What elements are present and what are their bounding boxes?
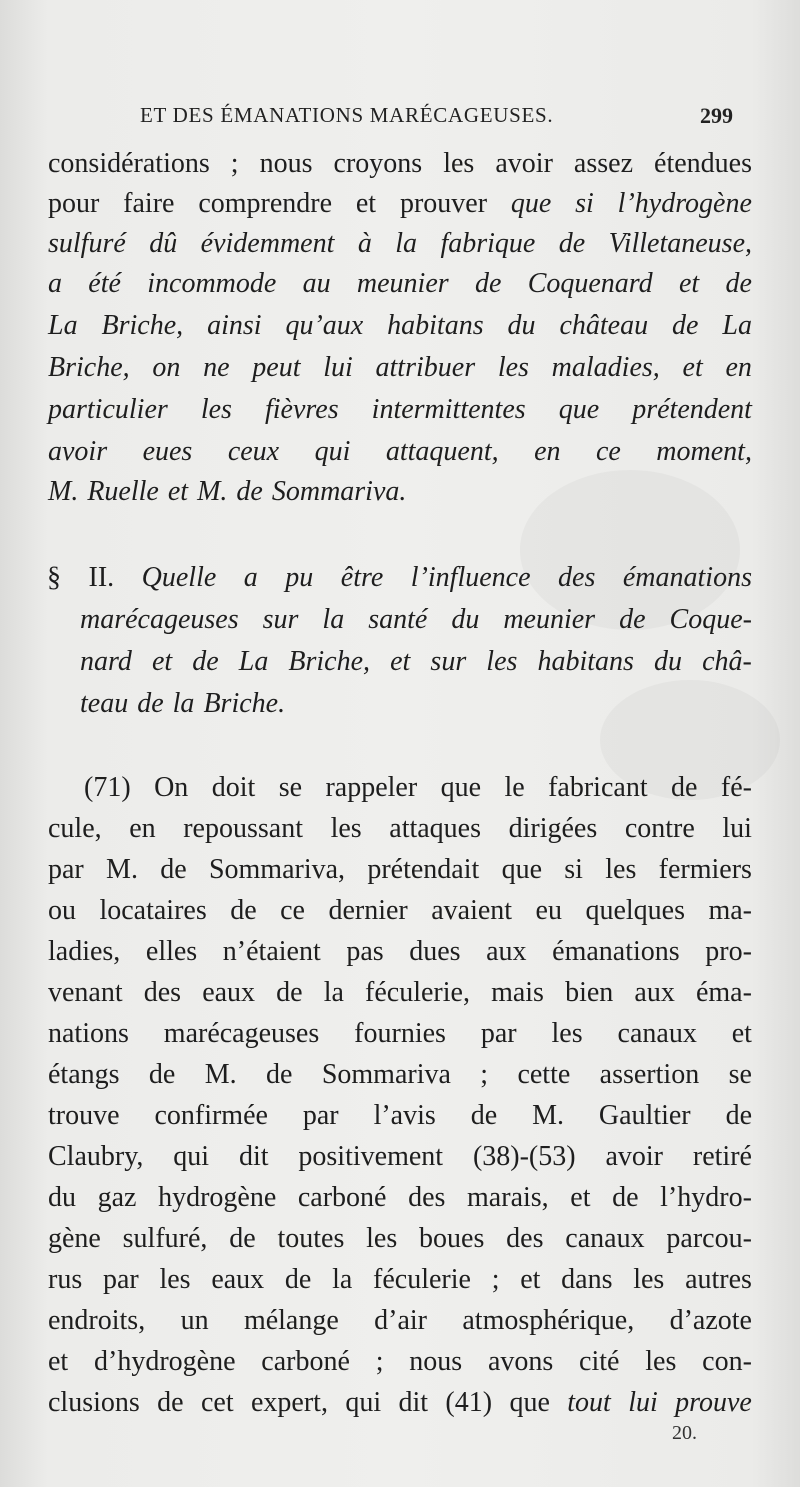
text-line (0, 562, 800, 602)
text-word: et (390, 646, 411, 677)
text-word: aux (486, 936, 527, 967)
text-word: lui (628, 1387, 658, 1418)
text-word: eaux (202, 977, 256, 1008)
text-word: et (48, 1346, 69, 1377)
text-word: été (88, 268, 121, 299)
text-word: les (497, 352, 529, 383)
text-word: d’hydrogène (94, 1346, 236, 1377)
text-word: attribuer (375, 352, 476, 383)
text-word: Quelle (141, 562, 217, 593)
text-word: des (408, 1182, 446, 1213)
text-word: avoir (495, 148, 553, 179)
text-word: cette (517, 1059, 571, 1090)
text-word: par (48, 854, 84, 885)
text-word: M. (48, 476, 79, 507)
text-word: (71) (84, 772, 131, 803)
text-word: se (278, 772, 303, 803)
text-word: les (330, 813, 362, 844)
text-line (0, 268, 800, 308)
text-word: dit (398, 1387, 429, 1418)
text-word: fermiers (658, 854, 752, 885)
text-word: de (671, 772, 698, 803)
text-word: les (159, 1264, 191, 1295)
text-word: fournies (354, 1018, 446, 1049)
text-word: carboné (297, 1182, 387, 1213)
text-word: confirmée (154, 1100, 268, 1131)
text-word: de (192, 646, 219, 677)
text-line (0, 352, 800, 392)
text-word: la (172, 688, 195, 719)
text-word: maladies, (551, 352, 660, 383)
text-line (0, 1387, 800, 1427)
text-word: Briche. (203, 688, 286, 719)
text-word: et (570, 1182, 591, 1213)
text-word: ou (48, 895, 76, 926)
text-line (0, 1182, 800, 1222)
text-word: de (160, 854, 187, 885)
text-word: marécageuses (80, 604, 239, 635)
text-word: prétendent (632, 394, 752, 425)
text-word: que (501, 854, 542, 885)
text-word: la (323, 977, 344, 1008)
text-line (0, 936, 800, 976)
text-word: ce (280, 895, 305, 926)
text-word: cet (200, 1387, 234, 1418)
text-word: elles (145, 936, 198, 967)
text-word: fabrique (440, 228, 536, 259)
text-word: contre (624, 813, 695, 844)
text-word: de (619, 604, 646, 635)
text-word: les (551, 1018, 583, 1049)
text-word: peut (252, 352, 301, 383)
text-word: par (480, 1018, 517, 1049)
text-word: lui (722, 813, 752, 844)
text-word: de (148, 1059, 176, 1090)
text-word: de (672, 310, 699, 341)
text-word: habitans (537, 646, 634, 677)
text-line (0, 1346, 800, 1386)
text-word: canaux (617, 1018, 697, 1049)
text-word: dirigées (508, 813, 598, 844)
text-word: les (443, 148, 475, 179)
text-word: pas (346, 936, 384, 967)
text-word: eues (142, 436, 193, 467)
text-line (0, 646, 800, 686)
text-word: château (559, 310, 649, 341)
text-word: Briche, (48, 352, 130, 383)
text-word: la (322, 604, 345, 635)
text-line (0, 1305, 800, 1345)
text-word: assez (573, 148, 633, 179)
text-word: les (366, 1223, 398, 1254)
text-word: qui (345, 1387, 382, 1418)
text-word: si (575, 188, 594, 219)
text-word: canaux (565, 1223, 645, 1254)
text-word: nous (409, 1346, 463, 1377)
text-word: cité (579, 1346, 620, 1377)
text-word: la (395, 228, 418, 259)
text-word: Villetaneuse, (608, 228, 752, 259)
text-word: La (48, 310, 78, 341)
text-word: de (157, 1387, 184, 1418)
text-word: attaques (389, 813, 482, 844)
text-word: ne (203, 352, 230, 383)
text-word: on (152, 352, 181, 383)
text-word: a (243, 562, 258, 593)
text-line (0, 1223, 800, 1263)
text-word: que (509, 1387, 550, 1418)
text-word: dû (149, 228, 178, 259)
text-word: les (486, 646, 518, 677)
text-word: avons (487, 1346, 554, 1377)
text-word: si (564, 854, 583, 885)
text-line (0, 394, 800, 434)
text-word: Coque- (669, 604, 752, 635)
text-word: d’azote (669, 1305, 752, 1336)
text-word: émanations (622, 562, 752, 593)
text-word: et (167, 476, 189, 507)
text-word: pro- (705, 936, 752, 967)
text-word: aux (634, 977, 675, 1008)
text-word: féculerie, (365, 977, 470, 1008)
text-word: sulfuré (48, 228, 126, 259)
text-word: attaquent, (385, 436, 499, 467)
text-line (0, 148, 800, 188)
text-word: autres (685, 1264, 752, 1295)
text-line (0, 1100, 800, 1140)
text-word: par (302, 1100, 339, 1131)
text-word: de (276, 977, 303, 1008)
text-line (0, 1018, 800, 1058)
text-word: sur (262, 604, 299, 635)
text-word: On (154, 772, 189, 803)
text-word: un (180, 1305, 209, 1336)
text-word: eaux (211, 1264, 265, 1295)
text-word: du (48, 1182, 76, 1213)
text-word: de (284, 1264, 312, 1295)
text-word: M. (197, 476, 228, 507)
text-word: étendues (654, 148, 752, 179)
text-word: en (129, 813, 156, 844)
text-word: Sommariva. (271, 476, 407, 507)
text-word: ainsi (207, 310, 262, 341)
text-word: sulfuré, (122, 1223, 208, 1254)
text-word: teau (80, 688, 129, 719)
text-word: endroits, (48, 1305, 146, 1336)
text-word: clusions (48, 1387, 140, 1418)
text-word: venant (48, 977, 123, 1008)
text-word: La (238, 646, 269, 677)
text-word: avoir (48, 436, 108, 467)
text-line (0, 977, 800, 1017)
text-word: en (534, 436, 561, 467)
text-word: qui (173, 1141, 210, 1172)
text-word: nous (259, 148, 313, 179)
text-word: M. (532, 1100, 564, 1131)
text-word: de (474, 268, 502, 299)
text-word: et (151, 646, 173, 677)
text-word: évidemment (200, 228, 335, 259)
text-word: de (612, 1182, 639, 1213)
text-word: les (645, 1346, 677, 1377)
text-line (0, 476, 800, 516)
text-word: l’hydro- (660, 1182, 752, 1213)
text-word: croyons (333, 148, 423, 179)
text-word: de (266, 1059, 293, 1090)
text-word: boues (419, 1223, 485, 1254)
text-word: sur (430, 646, 467, 677)
text-word: carboné (261, 1346, 350, 1377)
text-word: qui (314, 436, 351, 467)
text-word: habitans (387, 310, 484, 341)
text-word: fé- (720, 772, 752, 803)
text-word: de (137, 688, 164, 719)
text-word: du (507, 310, 536, 341)
text-word: l’hydrogène (617, 188, 752, 219)
text-word: mélange (243, 1305, 339, 1336)
text-word: tout (567, 1387, 611, 1418)
text-word: pour (48, 188, 100, 219)
text-line (0, 436, 800, 476)
text-word: que (558, 394, 600, 425)
text-word: Briche, (288, 646, 371, 677)
text-word: ; (491, 1264, 500, 1295)
text-word: dernier (328, 895, 408, 926)
text-line (0, 895, 800, 935)
text-word: toutes (277, 1223, 345, 1254)
text-word: des (506, 1223, 544, 1254)
text-word: de (558, 228, 586, 259)
text-line (0, 772, 800, 812)
text-word: faire (123, 188, 175, 219)
text-word: émanations (552, 936, 680, 967)
text-word: avaient (431, 895, 513, 926)
text-word: par (102, 1264, 139, 1295)
text-word: pu (285, 562, 314, 593)
text-word: santé (368, 604, 428, 635)
text-word: Briche, (101, 310, 184, 341)
text-word: incommode (147, 268, 277, 299)
text-word: Gaultier (598, 1100, 691, 1131)
text-word: (38)-(53) (472, 1141, 576, 1172)
text-word: que (440, 772, 482, 803)
text-word: II. (88, 562, 115, 593)
text-word: de (236, 476, 263, 507)
text-word: n’étaient (222, 936, 321, 967)
text-word: féculerie (373, 1264, 471, 1295)
running-head (0, 103, 800, 133)
text-word: ma- (708, 895, 752, 926)
text-word: eu (535, 895, 562, 926)
text-line (0, 228, 800, 268)
text-word: Ruelle (87, 476, 159, 507)
text-word: et (678, 268, 700, 299)
text-word: § (47, 562, 61, 593)
text-word: être (340, 562, 384, 593)
text-word: lui (323, 352, 353, 383)
text-line (0, 310, 800, 350)
text-word: quelques (585, 895, 685, 926)
text-word: expert, (250, 1387, 328, 1418)
text-word: châ- (702, 646, 752, 677)
text-word: dues (409, 936, 461, 967)
text-word: prouve (675, 1387, 752, 1418)
text-line (0, 854, 800, 894)
text-line (0, 688, 800, 728)
text-word: locataires (99, 895, 207, 926)
text-line (0, 188, 800, 228)
text-word: (41) (445, 1387, 493, 1418)
text-word: au (302, 268, 331, 299)
text-word: repoussant (183, 813, 303, 844)
text-word: de (230, 895, 257, 926)
running-head-title: ET DES ÉMANATIONS MARÉCAGEUSES. (140, 103, 554, 127)
text-word: considérations (48, 148, 210, 179)
text-word: fabricant (548, 772, 648, 803)
text-word: ; (375, 1346, 384, 1377)
text-word: de (470, 1100, 498, 1131)
text-word: l’avis (373, 1100, 436, 1131)
text-word: a (48, 268, 62, 299)
text-word: de (229, 1223, 256, 1254)
text-word: qu’aux (285, 310, 364, 341)
text-word: nations (48, 1018, 129, 1049)
text-word: du (451, 604, 480, 635)
text-word: comprendre (198, 188, 333, 219)
text-word: le (504, 772, 525, 803)
text-word: de (725, 268, 752, 299)
text-word: M. (204, 1059, 237, 1090)
text-line (0, 1059, 800, 1099)
text-word: et (682, 352, 703, 383)
text-word: meunier (503, 604, 596, 635)
text-word: dit (238, 1141, 269, 1172)
text-word: ceux (227, 436, 280, 467)
text-word: et (520, 1264, 541, 1295)
text-word: trouve (48, 1100, 120, 1131)
text-word: prétendait (367, 854, 480, 885)
text-word: l’influence (410, 562, 531, 593)
text-word: Claubry, (48, 1141, 144, 1172)
text-word: La (722, 310, 752, 341)
text-word: étangs (48, 1059, 120, 1090)
text-word: Sommariva (321, 1059, 451, 1090)
text-word: se (728, 1059, 752, 1090)
text-word: cule, (48, 813, 102, 844)
text-line (0, 813, 800, 853)
text-word: et (355, 188, 377, 219)
signature-mark: 20. (672, 1422, 697, 1444)
text-word: les (605, 854, 637, 885)
text-word: marais, (467, 1182, 549, 1213)
text-word: que (510, 188, 552, 219)
text-word: hydrogène (158, 1182, 277, 1213)
text-word: prouver (399, 188, 488, 219)
text-word: doit (211, 772, 256, 803)
text-word: avoir (605, 1141, 663, 1172)
text-word: d’air (374, 1305, 427, 1336)
text-word: moment, (656, 436, 752, 467)
text-word: en (725, 352, 752, 383)
text-word: atmosphérique, (462, 1305, 635, 1336)
text-word: à (357, 228, 372, 259)
text-word: ; (230, 148, 239, 179)
text-word: ; (480, 1059, 489, 1090)
text-word: la (332, 1264, 353, 1295)
text-word: fièvres (265, 394, 339, 425)
text-word: des (143, 977, 182, 1008)
text-word: retiré (692, 1141, 752, 1172)
text-word: rus (48, 1264, 83, 1295)
text-word: meunier (356, 268, 449, 299)
text-word: bien (565, 977, 614, 1008)
text-word: gène (48, 1223, 101, 1254)
page-number: 299 (700, 103, 733, 128)
text-word: assertion (599, 1059, 700, 1090)
text-word: nard (80, 646, 132, 677)
text-word: de (725, 1100, 752, 1131)
text-word: des (558, 562, 596, 593)
text-word: ce (595, 436, 621, 467)
text-word: gaz (97, 1182, 137, 1213)
text-line (0, 604, 800, 644)
text-word: M. (106, 854, 138, 885)
text-word: Coquenard (527, 268, 653, 299)
text-word: Sommariva, (208, 854, 346, 885)
text-word: mais (491, 977, 544, 1008)
text-word: intermittentes (371, 394, 526, 425)
text-word: les (200, 394, 232, 425)
text-word: positivement (298, 1141, 444, 1172)
text-word: dans (561, 1264, 613, 1295)
text-word: marécageuses (163, 1018, 320, 1049)
text-word: et (731, 1018, 752, 1049)
text-word: parcou- (666, 1223, 752, 1254)
text-word: ladies, (48, 936, 121, 967)
text-word: con- (702, 1346, 752, 1377)
text-line (0, 1264, 800, 1304)
text-word: particulier (48, 394, 168, 425)
text-word: rappeler (325, 772, 418, 803)
text-line (0, 1141, 800, 1181)
text-word: les (633, 1264, 665, 1295)
text-word: du (654, 646, 683, 677)
text-word: éma- (695, 977, 752, 1008)
